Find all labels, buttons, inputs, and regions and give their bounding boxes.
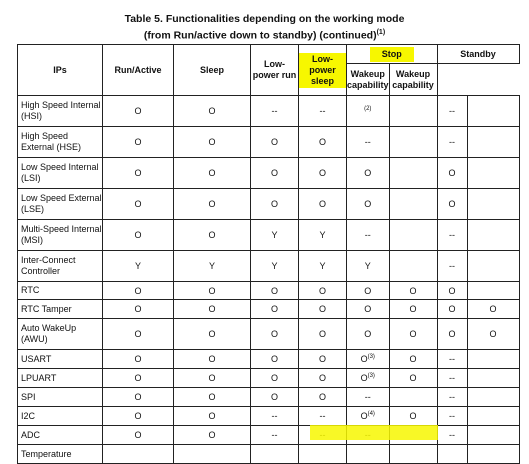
header-standby: Standby (437, 45, 519, 64)
value-cell: -- (437, 350, 467, 369)
value-cell: O (251, 388, 299, 407)
header-sleep: Sleep (174, 45, 251, 96)
footnote-ref: (3) (367, 373, 375, 379)
value-cell: O (299, 319, 347, 350)
value-cell: O (389, 319, 437, 350)
value-cell: O (251, 369, 299, 388)
value-cell: O (174, 158, 251, 189)
value-cell (389, 189, 437, 220)
value-cell (467, 426, 519, 445)
value-cell: Y (299, 220, 347, 251)
value-cell (467, 96, 519, 127)
value-cell: O (174, 127, 251, 158)
value-cell: O (103, 426, 174, 445)
header-low-power-run: Low-power run (251, 45, 299, 96)
table-row (18, 407, 520, 426)
value-cell: O (103, 189, 174, 220)
value-cell: O (389, 300, 437, 319)
header-stop-wakeup: Wakeup capability (347, 64, 390, 96)
ip-name-cell: Multi-Speed Internal (MSI) (18, 220, 103, 251)
value-cell (467, 407, 519, 426)
value-cell: O (174, 350, 251, 369)
value-cell: O (251, 158, 299, 189)
value-cell: O (299, 300, 347, 319)
table-row (18, 220, 520, 251)
value-cell (103, 445, 174, 464)
value-cell (347, 96, 390, 127)
value-cell (467, 445, 519, 464)
value-cell: Y (251, 220, 299, 251)
value-cell (347, 445, 390, 464)
ip-name-cell: High Speed External (HSE) (18, 127, 103, 158)
table-row (18, 300, 520, 319)
value-cell (347, 369, 390, 388)
value-cell: O (103, 319, 174, 350)
table-title: Table 5. Functionalities depending on the working mode (124, 13, 405, 25)
value-cell: O (299, 388, 347, 407)
value-cell: -- (251, 407, 299, 426)
value-cell: -- (347, 388, 390, 407)
value-cell: O (437, 300, 467, 319)
table-row (18, 319, 520, 350)
value-cell: -- (347, 220, 390, 251)
ip-name-cell: RTC Tamper (18, 300, 103, 319)
value-cell: O (347, 158, 390, 189)
value-cell: O (437, 189, 467, 220)
value-cell: O (389, 407, 437, 426)
value-text: O (360, 411, 368, 421)
value-cell: O (299, 350, 347, 369)
value-cell (467, 158, 519, 189)
value-cell: -- (437, 407, 467, 426)
value-cell (467, 220, 519, 251)
value-cell: O (467, 300, 519, 319)
value-cell: O (251, 300, 299, 319)
value-cell: O (103, 220, 174, 251)
ip-name-cell: USART (18, 350, 103, 369)
value-cell: O (347, 300, 390, 319)
value-cell: Y (347, 251, 390, 282)
ip-name-cell: I2C (18, 407, 103, 426)
value-cell: O (467, 319, 519, 350)
value-cell: O (347, 282, 390, 300)
value-cell (299, 445, 347, 464)
ip-name-cell: Low Speed External (LSE) (18, 189, 103, 220)
value-cell: O (251, 189, 299, 220)
value-cell: O (174, 426, 251, 445)
value-cell: -- (437, 251, 467, 282)
value-cell: O (103, 388, 174, 407)
value-cell: O (174, 96, 251, 127)
value-cell: O (299, 158, 347, 189)
value-cell (467, 127, 519, 158)
ip-name-cell: Low Speed Internal (LSI) (18, 158, 103, 189)
value-cell (467, 350, 519, 369)
value-cell: Y (103, 251, 174, 282)
value-cell: O (299, 369, 347, 388)
value-cell: O (174, 319, 251, 350)
value-cell (467, 369, 519, 388)
value-cell (437, 445, 467, 464)
value-cell: O (174, 300, 251, 319)
value-cell: O (389, 282, 437, 300)
value-cell (251, 445, 299, 464)
header-run-active: Run/Active (103, 45, 174, 96)
table-row (18, 96, 520, 127)
value-cell: -- (299, 96, 347, 127)
value-cell: O (347, 189, 390, 220)
table-row (18, 127, 520, 158)
value-cell: O (251, 350, 299, 369)
value-cell: O (103, 369, 174, 388)
value-cell: Y (251, 251, 299, 282)
value-cell: -- (347, 127, 390, 158)
value-cell: O (103, 127, 174, 158)
table-row (18, 189, 520, 220)
ip-name-cell: RTC (18, 282, 103, 300)
table-row (18, 369, 520, 388)
value-cell: -- (251, 426, 299, 445)
value-cell: O (299, 189, 347, 220)
value-cell (467, 282, 519, 300)
header-stop: Stop (347, 45, 438, 64)
value-cell (467, 388, 519, 407)
value-cell: -- (437, 220, 467, 251)
header-standby-wakeup: Wakeup capability (389, 64, 437, 96)
table-row (18, 251, 520, 282)
ip-name-cell: Auto WakeUp (AWU) (18, 319, 103, 350)
header-low-power-sleep: Low-power sleep (299, 45, 347, 96)
value-cell: O (103, 407, 174, 426)
value-cell: O (299, 127, 347, 158)
value-cell (389, 251, 437, 282)
ip-name-cell: High Speed Internal (HSI) (18, 96, 103, 127)
table-row (18, 158, 520, 189)
value-cell: O (251, 127, 299, 158)
value-cell: O (174, 407, 251, 426)
ip-name-cell: ADC (18, 426, 103, 445)
ip-name-cell: LPUART (18, 369, 103, 388)
value-cell: O (389, 369, 437, 388)
value-cell: -- (437, 96, 467, 127)
value-cell (389, 445, 437, 464)
value-cell (389, 220, 437, 251)
value-cell: Y (174, 251, 251, 282)
value-cell (389, 96, 437, 127)
value-cell: O (103, 350, 174, 369)
value-cell: O (251, 319, 299, 350)
table-row (18, 445, 520, 464)
value-cell (467, 251, 519, 282)
value-cell: O (174, 282, 251, 300)
value-cell (347, 350, 390, 369)
table-row (18, 282, 520, 300)
value-cell: -- (437, 127, 467, 158)
value-cell: -- (251, 96, 299, 127)
value-cell (174, 445, 251, 464)
value-cell (389, 158, 437, 189)
value-cell: O (174, 189, 251, 220)
title-footnote-ref: (1) (376, 29, 386, 36)
value-cell: O (174, 220, 251, 251)
table-row (18, 388, 520, 407)
value-cell: O (174, 369, 251, 388)
value-cell: O (437, 319, 467, 350)
value-cell: O (103, 300, 174, 319)
value-cell: O (103, 158, 174, 189)
table-subtitle: (from Run/active down to standby) (continued)$^{(1)}$ (143, 29, 386, 42)
value-cell: -- (437, 388, 467, 407)
value-cell: O (251, 282, 299, 300)
value-cell: O (437, 282, 467, 300)
value-text: O (360, 373, 368, 383)
value-cell: O (347, 319, 390, 350)
functionality-table (17, 44, 520, 464)
value-cell: O (299, 282, 347, 300)
value-cell: O (437, 158, 467, 189)
ip-name-cell: Temperature (18, 445, 103, 464)
ip-name-cell: Inter-Connect Controller (18, 251, 103, 282)
value-cell (467, 189, 519, 220)
footnote-ref: (3) (367, 354, 375, 360)
value-cell: -- (437, 426, 467, 445)
table-row (18, 426, 520, 445)
value-cell: O (103, 96, 174, 127)
table-row (18, 350, 520, 369)
footnote-ref: (4) (367, 411, 375, 417)
value-cell (389, 388, 437, 407)
value-cell: -- (299, 407, 347, 426)
value-cell (347, 407, 390, 426)
ip-name-cell: SPI (18, 388, 103, 407)
footnote-ref: (2) (364, 106, 372, 112)
value-cell: Y (299, 251, 347, 282)
value-cell (389, 127, 437, 158)
header-ips: IPs (18, 45, 103, 96)
value-text: O (360, 354, 368, 364)
value-cell: O (174, 388, 251, 407)
value-cell: -- (437, 369, 467, 388)
highlight-adc-row (310, 425, 438, 440)
value-cell: O (103, 282, 174, 300)
value-cell: O (389, 350, 437, 369)
